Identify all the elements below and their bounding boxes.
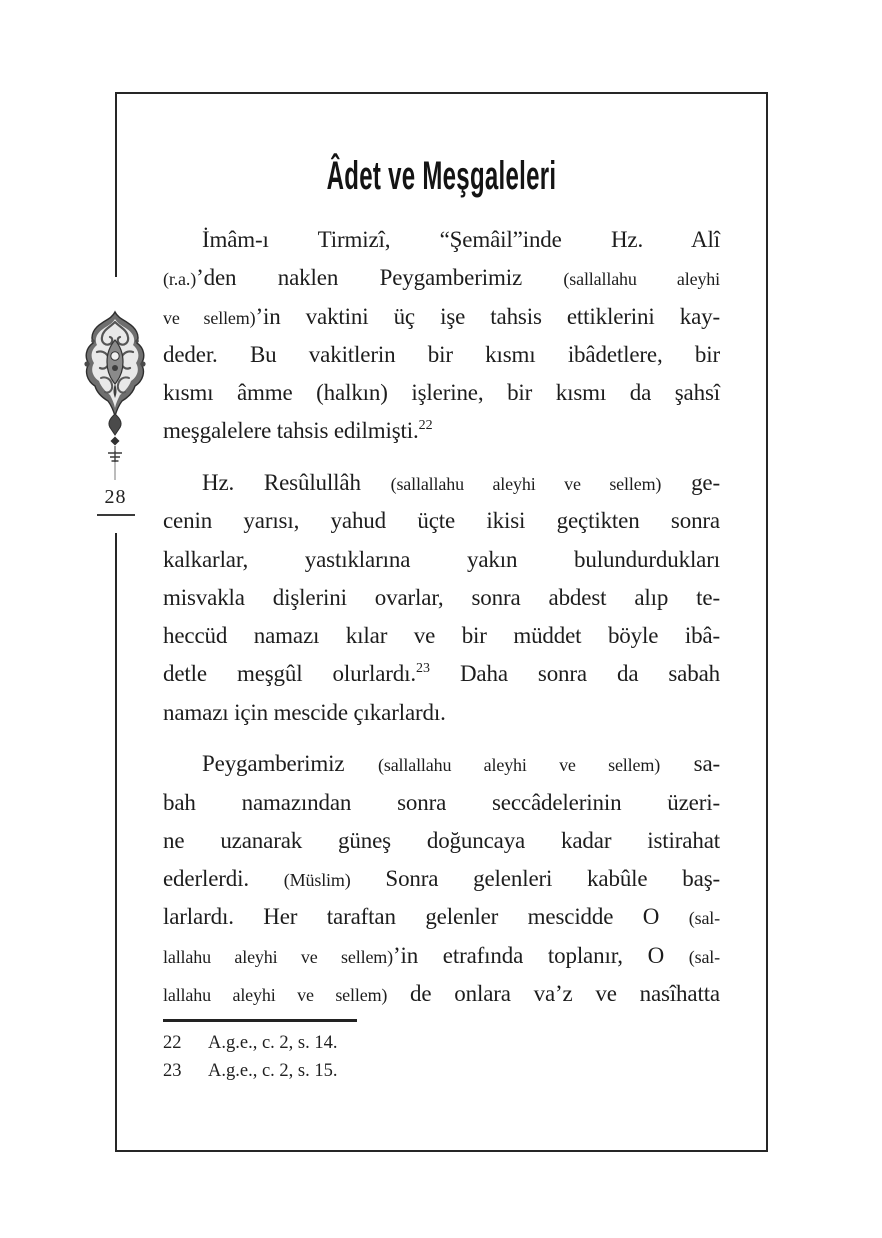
footnote-number: 22 [163, 1033, 182, 1053]
footnote-list [163, 1029, 720, 1086]
footnote-rule [163, 1019, 357, 1022]
text-segment: detle meşgûl olurlardı. [163, 661, 416, 687]
text-line [163, 464, 720, 502]
text-line [163, 298, 720, 336]
text-line [163, 412, 720, 450]
text-line [163, 937, 720, 975]
footnote-text: A.g.e., c. 2, s. 14. [208, 1033, 338, 1053]
text-segment: (sal- [688, 908, 720, 929]
text-segment: bah namazından sonra seccâdelerinin üzeri- [163, 789, 720, 815]
text-line [163, 975, 720, 1013]
text-segment: (sallallahu aleyhi ve sellem) [378, 755, 661, 776]
text-segment: meşgalelere tahsis edilmişti. [163, 418, 419, 444]
text-segment: ’in etrafında toplanır, O [393, 942, 689, 968]
text-line [163, 898, 720, 936]
text-segment: Peygamberimiz [202, 751, 378, 777]
text-segment: ge- [661, 469, 720, 495]
footnote-ref: 23 [415, 661, 430, 677]
page-number: 28 [104, 486, 127, 508]
text-line [163, 579, 720, 617]
footnote-ref: 22 [418, 418, 433, 434]
text-segment: misvakla dişlerini ovarlar, sonra abdest alıp te- [163, 584, 720, 610]
text-segment: Hz. Resûlullâh [202, 469, 391, 495]
text-segment: (Müslim) [283, 870, 351, 891]
text-segment: ve sellem) [163, 307, 256, 328]
text-segment: cenin yarısı, yahud üçte ikisi geçtikten sonra [163, 508, 720, 534]
text-line [163, 221, 720, 259]
text-segment: lallahu aleyhi ve sellem) [163, 985, 388, 1006]
text-segment: ’in vaktini üç işe tahsis ettiklerini kay- [255, 303, 720, 329]
paragraph [163, 745, 720, 1013]
paragraph [163, 221, 720, 451]
text-line [163, 694, 720, 732]
text-line [163, 541, 720, 579]
text-segment: (sal- [688, 946, 720, 967]
text-segment: ne uzanarak güneş doğuncaya kadar istirahat [163, 827, 720, 853]
text-segment: kısmı âmme (halkın) işlerine, bir kısmı da şahsî [163, 380, 720, 406]
footnote-item [163, 1057, 720, 1085]
text-line [163, 860, 720, 898]
text-segment: ’den naklen Peygamberimiz [196, 265, 564, 291]
text-line [163, 655, 720, 693]
text-segment: heccüd namazı kılar ve bir müddet böyle ibâ- [163, 623, 720, 649]
text-line [163, 336, 720, 374]
footnote-text: A.g.e., c. 2, s. 15. [208, 1061, 338, 1082]
text-segment: Sonra gelenleri kabûle baş- [350, 866, 720, 892]
text-segment: ederlerdi. [163, 866, 284, 892]
text-line [163, 822, 720, 860]
chapter-title-text: Âdet ve Meşgaleleri [326, 154, 557, 198]
text-segment: Daha sonra da sabah [429, 661, 720, 687]
arabesque-ornament-icon [82, 310, 148, 482]
text-line [163, 784, 720, 822]
text-segment: lallahu aleyhi ve sellem) [163, 946, 393, 967]
text-line [163, 502, 720, 540]
text-segment: (sallallahu aleyhi [563, 269, 720, 290]
text-line [163, 374, 720, 412]
page-number-rule [97, 514, 135, 516]
text-segment: larlardı. Her taraftan gelenler mescidde O [163, 904, 689, 930]
chapter-title [163, 152, 720, 200]
text-line [163, 745, 720, 783]
text-segment: namazı için mescide çıkarlardı. [163, 699, 446, 725]
text-segment: sa- [660, 751, 721, 777]
text-segment: deder. Bu vakitlerin bir kısmı ibâdetlere, bir [163, 341, 720, 367]
text-line [163, 617, 720, 655]
text-segment: (sallallahu aleyhi ve sellem) [390, 473, 662, 494]
text-line [163, 259, 720, 297]
footnote-number: 23 [163, 1061, 182, 1082]
text-column [163, 221, 720, 1013]
text-segment: (r.a.) [163, 269, 197, 290]
text-segment: de onlara va’z ve nasîhatta [387, 981, 720, 1007]
text-segment: İmâm-ı Tirmizî, “Şemâil”inde Hz. Alî [202, 227, 720, 252]
text-segment: kalkarlar, yastıklarına yakın bulundurdukları [163, 546, 720, 572]
footnote-item [163, 1029, 720, 1057]
paragraph [163, 464, 720, 732]
